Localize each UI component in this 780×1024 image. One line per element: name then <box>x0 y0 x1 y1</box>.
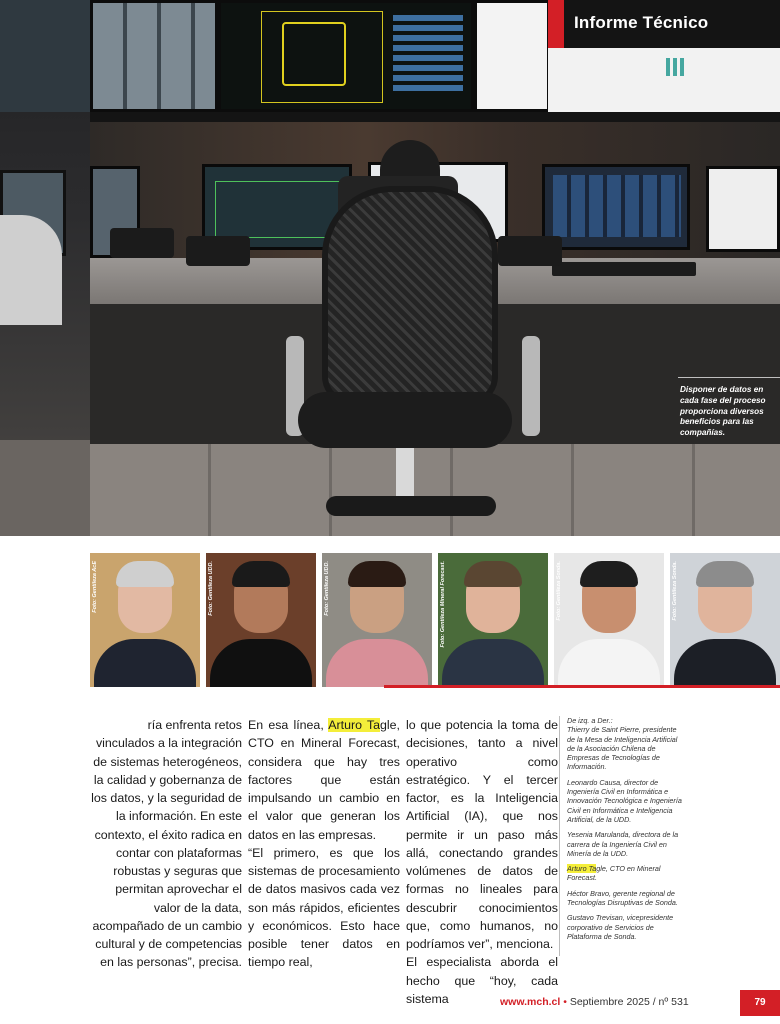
photo-credit: Foto: Gentileza Sonda. <box>672 561 678 621</box>
body-column-2 <box>248 716 400 972</box>
bar-chart-icon <box>666 58 688 76</box>
map-display <box>261 11 383 103</box>
caption-entry: Héctor Bravo, gerente regional de Tecnologías Disruptivas de Sonda. <box>567 888 678 908</box>
portrait-photo <box>438 553 548 687</box>
hero-photo-left <box>0 0 90 536</box>
desk-monitor-5 <box>706 166 780 252</box>
portrait-photo <box>206 553 316 687</box>
desk-monitor-4 <box>542 164 690 250</box>
operator-figure <box>0 215 62 325</box>
portrait-hair <box>580 561 638 587</box>
page-number: 79 <box>740 990 780 1016</box>
red-rule <box>384 685 780 688</box>
section-accent <box>548 0 564 48</box>
caption-entry: Thierry de Saint Pierre, presidente de la Mesa de Inteligencia Artificial de la Asociación Chilena de Empresas de Tecnologías de Información. <box>567 725 678 772</box>
caption-rule <box>678 377 780 378</box>
portrait-captions <box>567 716 685 947</box>
caption-entry: Leonardo Causa, director de Ingeniería Civil en Informática e Innovación Tecnológica e Ingeniería Civil en Informática e Inteligencia Artificial, de la UDD. <box>567 777 682 824</box>
photo-credit: Foto: Gentileza UDD. <box>208 561 214 616</box>
section-header <box>548 0 780 48</box>
portrait-hair <box>116 561 174 587</box>
text-run: gle, CTO en Mineral Forecast. <box>567 864 661 883</box>
portrait-hair <box>464 561 522 587</box>
wall-screen-map <box>218 0 474 112</box>
floor <box>0 440 90 536</box>
chair-base <box>326 496 496 516</box>
floor-tiles <box>90 444 780 536</box>
caption-entry <box>567 864 685 883</box>
photo-credit: Foto: Gentileza Mineral Forecast. <box>440 561 446 648</box>
caption-entry: Yesenia Marulanda, directora de la carrera de la Ingeniería Civil en Minería de la UDD. <box>567 830 679 858</box>
wall-screen-white <box>474 0 550 112</box>
paragraph: lo que potencia la toma de decisiones, tanto a nivel operativo como estratégico. Y el tercer factor, es la Inteligencia Artificial (IA), que nos permite ir un paso más allá, conectando grandes volúmenes de datos de formas no lineales para descubrir conocimientos que, como humanos, no podríamos ver”, menciona. <box>406 718 558 951</box>
highlighted-name: Arturo Ta <box>328 718 381 732</box>
photo-credit: Foto: Gentileza AcE <box>92 561 98 613</box>
paragraph <box>248 716 400 844</box>
portrait-photo <box>670 553 780 687</box>
footer-separator: • <box>563 996 567 1008</box>
office-chair <box>322 186 498 406</box>
keyboard <box>552 262 696 276</box>
issue-info: Septiembre 2025 / nº 531 <box>569 996 689 1008</box>
portrait-hair <box>232 561 290 587</box>
monitor-charts <box>553 175 681 237</box>
paragraph: ría enfrenta retos vinculados a la integración de sistemas heterogéneos, la calidad y gobernanza de los datos, y la seguridad de la información. En este contexto, el éxito radica en contar con plataformas robustas y seguras que permitan aprovechar el valor de la data, acompañado de un cambio cultural y de competencias en las personas”, precisa. <box>91 718 242 970</box>
chair-arm <box>522 336 540 436</box>
section-title: Informe Técnico <box>574 13 709 32</box>
text-run: gle, CTO en Mineral Forecast, considera que hay tres factores que están impulsando un cambio en el valor que generan los datos en las empresas. <box>248 718 400 842</box>
paragraph: El especialista aborda el hecho que “hoy, cada sistema <box>406 955 558 1006</box>
desk-phone <box>186 236 250 266</box>
chair-seat <box>298 392 512 448</box>
hero-photo <box>90 0 780 536</box>
body-column-1 <box>90 716 242 972</box>
desk-phone <box>498 236 562 266</box>
portrait-row <box>90 553 780 688</box>
wall-screen-cameras <box>90 0 218 112</box>
wall-monitor <box>0 0 90 112</box>
portrait-photo <box>322 553 432 687</box>
photo-credit: Foto: Gentileza UDD. <box>324 561 330 616</box>
sidebar-rule <box>559 716 560 956</box>
screen-rail <box>90 112 780 122</box>
portrait-hair <box>348 561 406 587</box>
site-link[interactable]: www.mch.cl <box>500 996 561 1008</box>
highlighted-name: Arturo Ta <box>567 864 597 874</box>
desk-phone <box>110 228 174 258</box>
page-footer <box>500 996 689 1008</box>
portrait-hair <box>696 561 754 587</box>
text-run: En esa línea, <box>248 718 329 732</box>
photo-credit: Foto: Gentileza Sonda. <box>556 561 562 621</box>
monitor-diagram <box>215 181 342 238</box>
caption-entry: Gustavo Trevisan, vicepresidente corporativo de Servicios de Plataforma de Sonda. <box>567 913 674 941</box>
data-panel <box>393 11 463 91</box>
wall-screen-right <box>548 48 780 112</box>
portrait-photo <box>554 553 664 687</box>
photo-caption: Disponer de datos en cada fase del proceso proporciona diversos beneficios para las compañías. <box>680 385 766 438</box>
body-column-3 <box>406 716 561 1008</box>
paragraph: “El primero, es que los sistemas de procesamiento de datos masivos cada vez son más rápidos, eficientes y económicos. Esto hace posible tener datos en tiempo real, <box>248 845 400 970</box>
caption-heading: De izq. a Der.: <box>567 716 613 725</box>
portrait-photo <box>90 553 200 687</box>
